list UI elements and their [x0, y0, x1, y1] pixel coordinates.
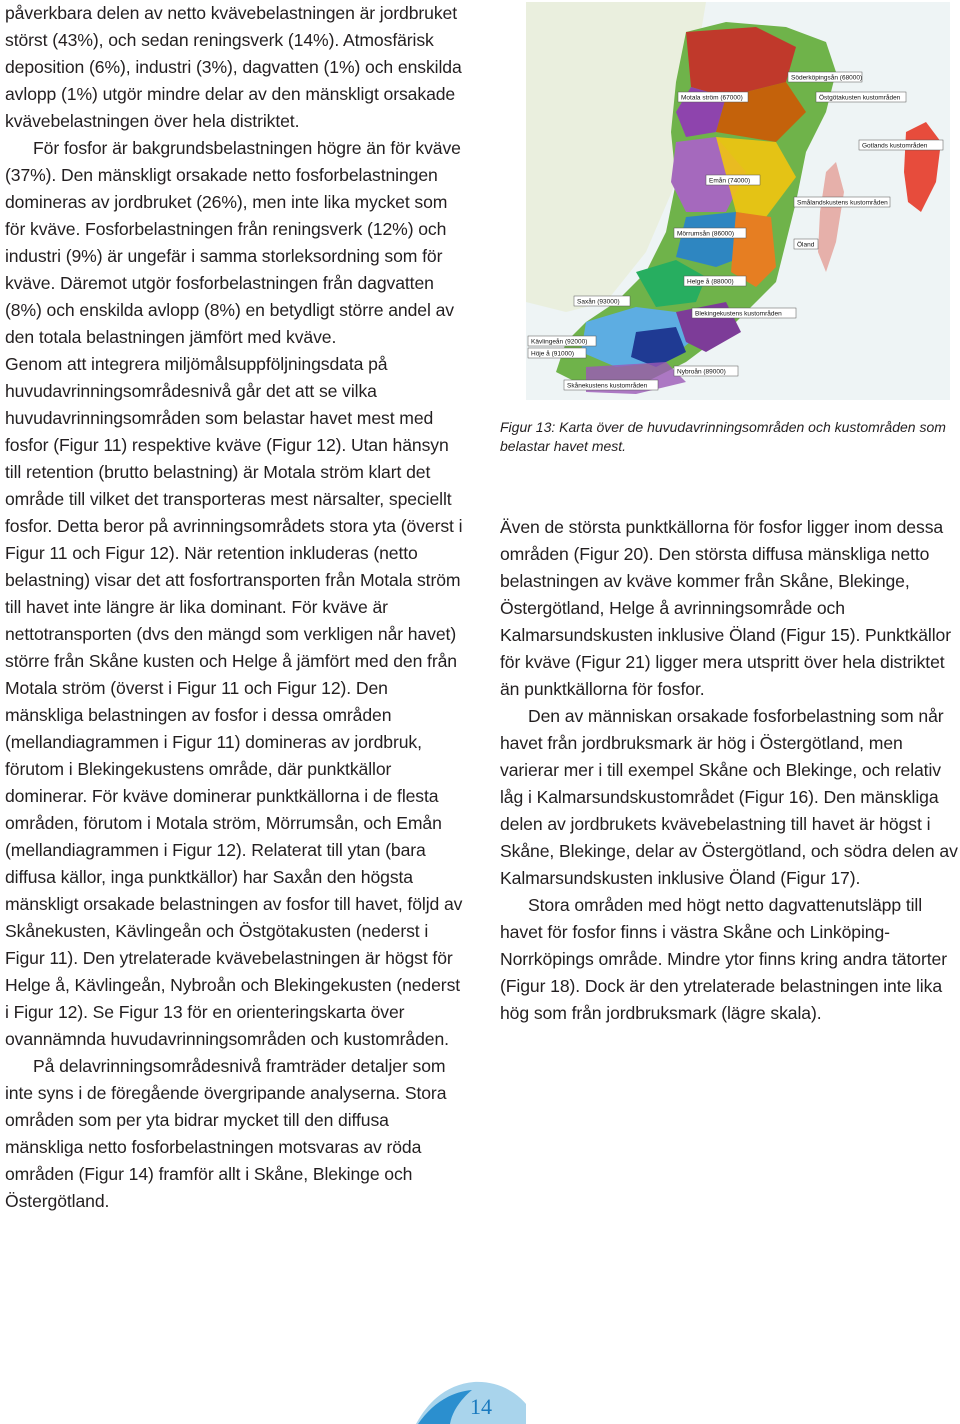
map-label: Skånekustens kustområden — [567, 382, 648, 390]
map-label: Motala ström (67000) — [681, 94, 743, 102]
map-label: Saxån (93000) — [577, 298, 620, 306]
map-label: Mörrumsån (86000) — [677, 230, 735, 238]
paragraph: Genom att integrera miljömålsuppföljningsdata på huvudavrinningsområdesnivå går det att se vilka huvudavrinningsområden som belastar havet mest med fosfor (Figur 11) respektive kväve (Figur 12). Utan hänsyn till retention (brutto belastning) är Motala ström klart det område till vilket det transporteras mest närsalter, speciellt fosfor. Detta beror på avrinningsområdets stora yta (överst i Figur 11 och Figur 12). När retention inkluderas (netto belastning) visar det att fosfortransporten från Motala ström till havet inte längre är lika dominant. För kväve är nettotransporten (dvs den mängd som verkligen når havet) större från Skåne kusten och Helge å jämfört med den från Motala ström (överst i Figur 11 och Figur 12). Den mänskliga belastningen av fosfor i dessa områden (mellandiagrammen i Figur 11) domineras av jordbruk, förutom i Blekingekustens område, där punktkällor dominerar. För kväve dominerar punktkällorna i de flesta områden, förutom i Motala ström, Mörrumsån, och Emån (mellandiagrammen i Figur 12). Relaterat till ytan (bara diffusa källor, inga punktkällor) har Saxån den högsta mänskligt orsakade belastningen av fosfor till havet, följd av Skånekusten, Kävlingeån och Östgötakusten (nederst i Figur 11). Den ytrelaterade kvävebelastningen är högst för Helge å, Kävlingeån, Nybroån och Blekingekusten (nederst i Figur 12). Se Figur 13 för en orienteringskarta över ovannämnda huvudavrinningsområden och kustområden. — [5, 354, 463, 1049]
paragraph: Stora områden med högt netto dagvattenutsläpp till havet för fosfor finns i västra Skåne och Linköping-Norrköpings område. Mindre ytor finns kring andra tätorter (Figur 18). Dock är den ytrelaterade belastningen inte lika hög som från jordbruksmark (lägre skala). — [500, 895, 947, 1023]
map-label: Helge å (88000) — [687, 278, 734, 286]
paragraph: På delavrinningsområdesnivå framträder detaljer som inte syns i de föregående övergripande analyserna. Stora områden som per yta bidrar mycket till den diffusa mänskliga netto fosforbelastningen motsvaras av röda områden (Figur 14) framför allt i Skåne, Blekinge och Östergötland. — [5, 1056, 447, 1211]
map-label: Nybroån (89000) — [677, 368, 726, 376]
catchment-map — [526, 2, 950, 400]
paragraph: Även de största punktkällorna för fosfor ligger inom dessa områden (Figur 20). Den största diffusa mänskliga netto belastningen av kväve kommer från Skåne, Blekinge, Östergötland, Helge å avrinningsområde och Kalmarsundskusten inklusive Öland (Figur 15). Punktkällor för kväve (Figur 21) ligger mera utspritt över hela distriktet än punktkällorna för fosfor. — [500, 517, 951, 699]
figure-caption: Figur 13: Karta över de huvudavrinningsområden och kustområden som belastar havet mest. — [500, 419, 946, 454]
map-label: Öland — [797, 241, 815, 249]
paragraph: påverkbara delen av netto kvävebelastningen är jordbruket störst (43%), och sedan reningsverk (14%). Atmosfärisk deposition (6%), industri (3%), dagvatten (1%) och enskilda avlopp (1%) utgör mindre delar av den mänskligt orsakade kvävebelastningen över hela distriktet. — [5, 3, 462, 131]
map-label: Kävlingeån (92000) — [531, 338, 588, 346]
right-column — [500, 514, 960, 1027]
map-label: Blekingekustens kustområden — [695, 310, 782, 318]
map-label: Gotlands kustområden — [862, 142, 928, 150]
paragraph: Den av människan orsakade fosforbelastning som når havet från jordbruksmark är hög i Östergötland, men varierar mer i till exempel Skåne och Blekinge, och relativ låg i Kalmarsundskustområdet (Figur 16). Den mänskliga delen av jordbrukets kvävebelastning till havet är högst i Skåne, Blekinge, delar av Östergötland, och södra delen av Kalmarsundskusten inklusive Öland (Figur 17). — [500, 706, 958, 888]
left-column — [5, 0, 467, 1215]
map-label: Emån (74000) — [709, 177, 751, 185]
map-label: Östgötakusten kustområden — [819, 94, 901, 102]
catchment-map-figure — [526, 2, 950, 400]
paragraph: För fosfor är bakgrundsbelastningen högre än för kväve (37%). Den mänskligt orsakade netto fosforbelastningen domineras av jordbruket (26%), men inte lika mycket som för kväve. Fosforbelastningen från reningsverk (12%) och industri (9%) är ungefär i samma storleksordning som för kväve. Däremot utgör fosforbelastningen från dagvatten (8%) och enskilda avlopp (8%) en betydligt större andel av den totala belastningen jämfört med kväve. — [5, 138, 461, 347]
page-number: 14 — [470, 1394, 492, 1419]
map-label: Höje å (91000) — [531, 350, 574, 358]
map-label: Söderköpingsån (68000) — [791, 74, 863, 82]
map-label: Smålandskustens kustområden — [797, 199, 888, 207]
